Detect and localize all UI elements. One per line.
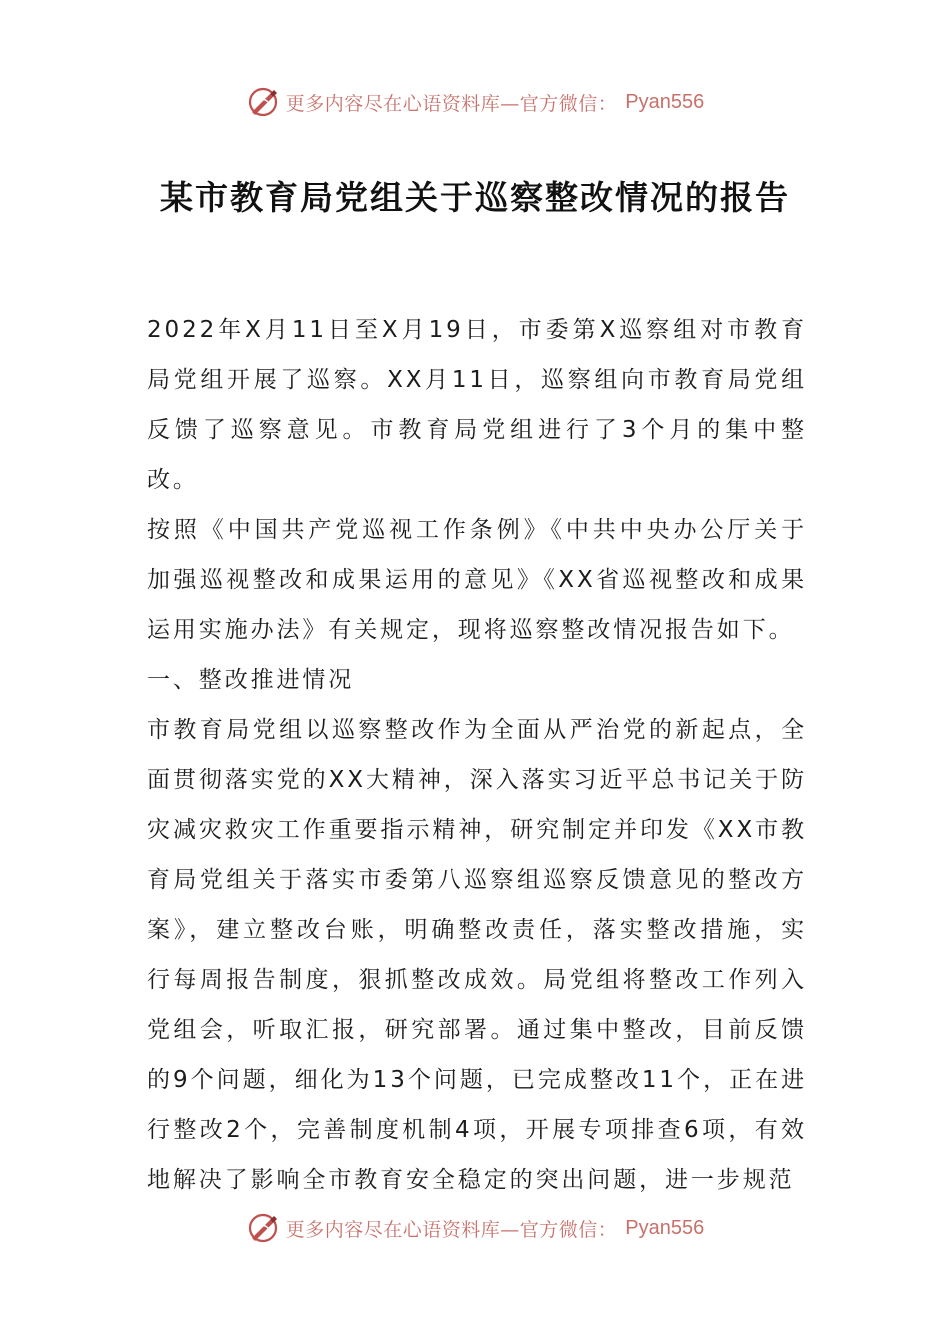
pen-circle-logo-icon [246, 85, 280, 119]
section-heading: 一、整改推进情况 [147, 667, 355, 693]
watermark-wechat-id: Pyan556 [625, 90, 705, 113]
paragraph-progress: 市教育局党组以巡察整改作为全面从严治党的新起点，全面贯彻落实党的XX大精神，深入落实习近平总书记关于防灾减灾救灾工作重要指示精神，研究制定并印发《XX市教育局党组关于落实市委第八巡察组巡察反馈意见的整改方案》，建立整改台账，明确整改责任，落实整改措施，实行每周报告制度，狠抓整改成效。局党组将整改工作列入党组会，听取汇报，研究部署。通过集中整改，目前反馈的9个问题，细化为13个问题，已完成整改11个，正在进行整改2个，完善制度机制4项，开展专项排查6项，有效地解决了影响全市教育安全稳定的突出问题，进一步规范 [147, 717, 807, 1193]
watermark-text: 更多内容尽在心语资料库—官方微信： [285, 1218, 618, 1241]
paragraph-basis: 按照《中国共产党巡视工作条例》《中共中央办公厅关于加强巡视整改和成果运用的意见》《XX省巡视整改和成果运用实施办法》有关规定，现将巡察整改情况报告如下。 [147, 517, 807, 643]
watermark-wechat-id: Pyan556 [625, 1216, 705, 1239]
watermark-text: 更多内容尽在心语资料库—官方微信： [285, 92, 618, 115]
paragraph-intro: 2022年X月11日至X月19日，市委第X巡察组对市教育局党组开展了巡察。XX月11日，巡察组向市教育局党组反馈了巡察意见。市教育局党组进行了3个月的集中整改。 [147, 317, 807, 493]
header-watermark [0, 82, 950, 122]
pen-circle-logo-icon [246, 1211, 280, 1245]
document-body [147, 305, 807, 1205]
document-title: 某市教育局党组关于巡察整改情况的报告 [160, 178, 790, 217]
footer-watermark [0, 1208, 950, 1248]
